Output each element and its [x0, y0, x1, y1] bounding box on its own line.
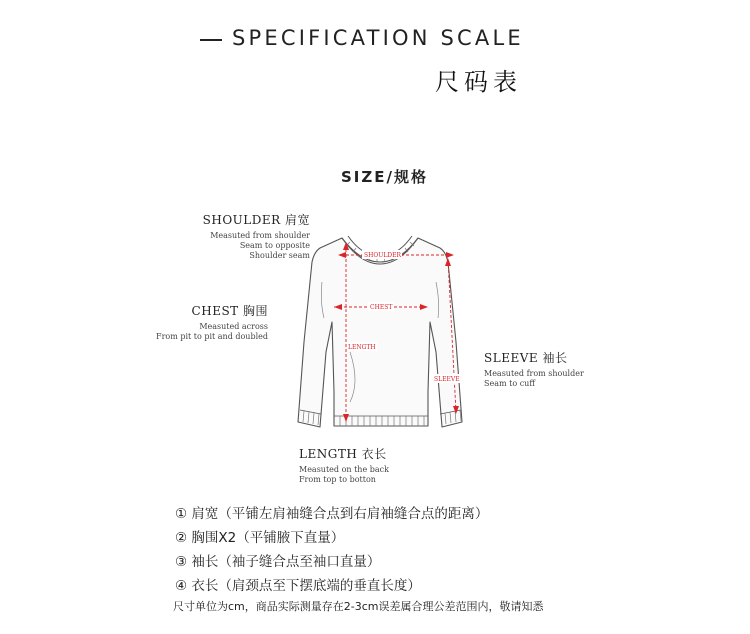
shoulder-desc-3: Shoulder seam: [249, 251, 310, 260]
shoulder-desc-1: Measuted from shoulder: [210, 231, 310, 240]
note-sleeve: ③ 袖长（袖子缝合点至袖口直量）: [175, 554, 381, 570]
chest-desc-2: From pit to pit and doubled: [156, 332, 268, 341]
note-shoulder: ① 肩宽（平铺左肩袖缝合点到右肩袖缝合点的距离）: [175, 506, 489, 522]
shoulder-label: [160, 211, 310, 261]
note-length: ④ 衣长（肩颈点至下摆底端的垂直长度）: [175, 578, 421, 594]
size-heading: SIZE/规格: [341, 168, 428, 186]
shoulder-tag: SHOULDER: [364, 252, 402, 259]
length-label: [299, 445, 389, 485]
sweater-diagram: [290, 222, 470, 442]
chest-tag: CHEST: [370, 304, 393, 311]
measurement-notes: [175, 502, 488, 598]
sleeve-tag: SLEEVE: [434, 376, 460, 383]
sleeve-heading: SLEEVE 袖长: [484, 351, 568, 365]
length-desc-1: Measuted on the back: [299, 465, 389, 474]
header-dash: [200, 39, 222, 41]
chest-label: [120, 302, 268, 342]
length-tag: LENGTH: [348, 344, 376, 351]
page-title: SPECIFICATION SCALE: [232, 26, 524, 50]
tolerance-footnote: 尺寸单位为cm，商品实际测量存在2-3cm误差属合理公差范围内，敬请知悉: [173, 600, 544, 613]
chest-heading: CHEST 胸围: [191, 304, 268, 318]
shoulder-heading: SHOULDER 肩宽: [202, 213, 310, 227]
page-subtitle: 尺码表: [435, 68, 522, 96]
sleeve-desc-1: Measuted from shoulder: [484, 369, 584, 378]
sweater-outline: [298, 238, 462, 427]
chest-desc-1: Measuted across: [199, 322, 268, 331]
length-heading: LENGTH 衣长: [299, 447, 387, 461]
shoulder-desc-2: Seam to opposite: [239, 241, 310, 250]
note-chest: ② 胸围X2（平铺腋下直量）: [175, 530, 345, 546]
sleeve-label: [484, 349, 584, 389]
sleeve-desc-2: Seam to cuff: [484, 379, 536, 388]
length-desc-2: From top to botton: [299, 475, 376, 484]
